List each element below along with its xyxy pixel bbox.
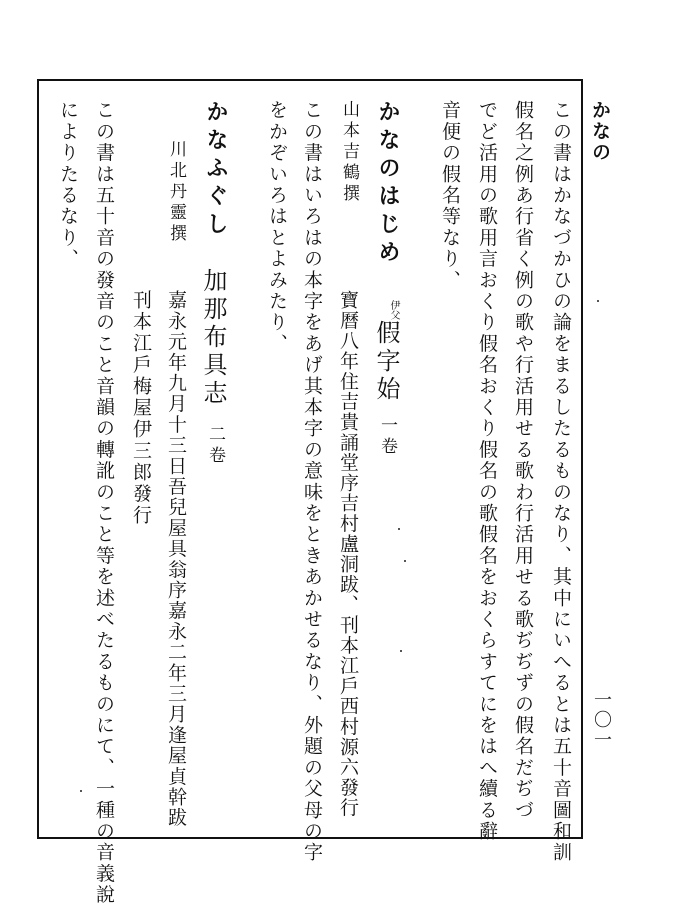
print-speck [404, 560, 406, 562]
entry3-publication-1: 嘉永元年九月十三日吾兒屋具翁序嘉永二年三月逢屋貞幹跋 [165, 290, 187, 829]
entry2-line-1: この書はいろはの本字をあげ其本字の意味をときあかせるなり、外題の父母の字 [301, 100, 323, 864]
print-speck [597, 300, 599, 302]
print-speck [80, 790, 82, 792]
entry3-volumes: 二卷 [205, 425, 225, 467]
entry3-publication-2: 刊本江戶梅屋伊三郎發行 [130, 290, 152, 527]
entry2-volumes: 一卷 [377, 416, 397, 458]
page-number: 一〇一 [591, 690, 612, 750]
entry2-line-2: をかぞいろはとよみたり、 [266, 100, 288, 355]
print-speck [400, 650, 402, 652]
entry2-title: 假字始 [372, 320, 400, 404]
entry3-line-1: この書は五十音の發音のこと音韻の轉訛のこと等を述べたるものにて、一種の音義說 [93, 100, 115, 906]
entry1-line-2: 假名之例あ行省く例の歌や行活用せる歌わ行活用せる歌ぢぢずの假名だぢづ [512, 100, 534, 821]
entry2-publication: 寶曆八年住吉貴誦堂序吉村盧洞跋、刊本江戶西村源六發行 [337, 290, 359, 818]
entry3-heading: かなふぐし [203, 100, 228, 240]
entry3-line-2: によりたるなり、 [57, 100, 79, 270]
entry1-line-4: 音便の假名等なり、 [439, 100, 461, 291]
entry3-author: 川北丹靈撰 [166, 140, 186, 245]
entry1-line-3: でど活用の歌用言おくり假名おくり假名の歌假名をおくらすてにをはへ續る辭 [476, 100, 498, 842]
running-head: かなの [589, 100, 611, 163]
entry1-line-1: この書はかなづかひの論をまるしたるものなり、其中にいへるとは五十音圖和訓 [550, 100, 572, 864]
entry3-title: 加那布具志 [199, 268, 227, 408]
entry2-small-note: 伊父 [388, 300, 399, 320]
entry2-heading: かなのはじめ [375, 100, 400, 268]
print-speck [398, 528, 400, 530]
entry2-author: 山本吉鶴撰 [339, 100, 359, 205]
